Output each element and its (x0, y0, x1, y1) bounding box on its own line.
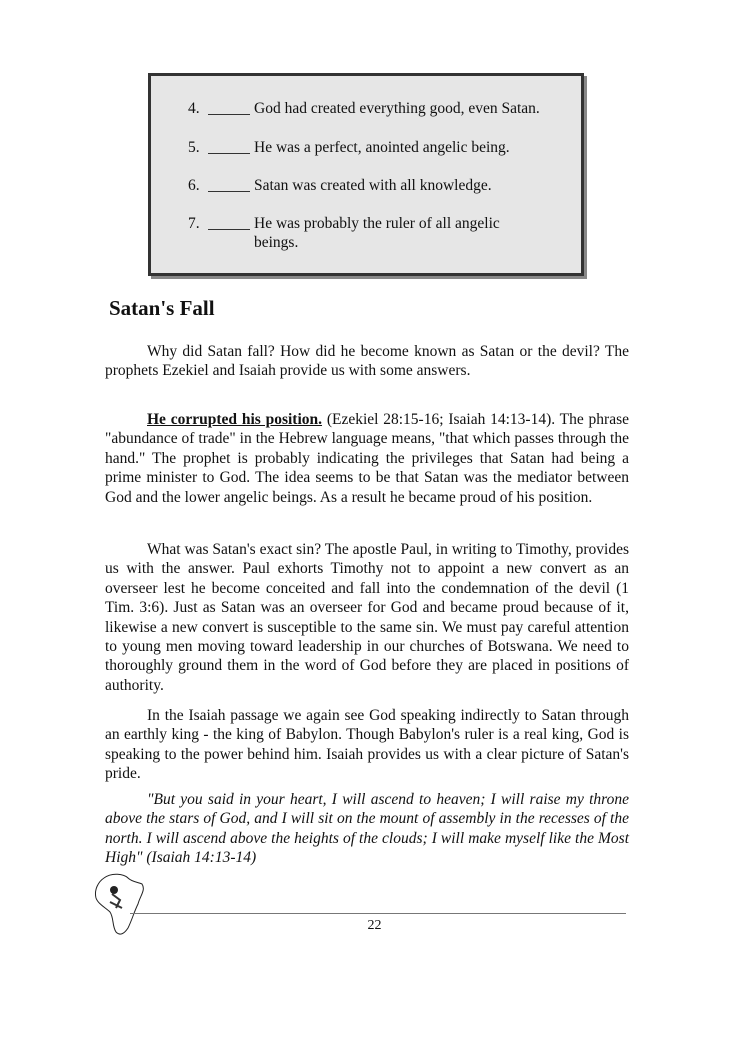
item-text: He was probably the ruler of all angelic beings. (254, 215, 500, 251)
item-text: He was a perfect, anointed angelic being. (254, 139, 510, 156)
footer-rule (130, 913, 626, 914)
item-number: 4. (188, 100, 200, 117)
paragraph: What was Satan's exact sin? The apostle Paul, in writing to Timothy, provides us with the answer. Paul exhorts Timothy not to appoint a new convert as an overseer lest he become conceited and fall into the condemnation of the devil (1 Tim. 3:6). Just as Satan was an overseer for God and became proud because of it, likewise a new convert is susceptible to the same sin. We must pay careful attention to young men moving toward leadership in our churches of Botswana. We need to thoroughly ground them in the word of God before they are placed in positions of authority. (105, 541, 629, 694)
answer-blank[interactable] (208, 214, 250, 230)
item-number: 5. (188, 139, 200, 156)
scripture-quote: "But you said in your heart, I will ascend to heaven; I will raise my throne above the stars of God, and I will sit on the mount of assembly in the recesses of the north. I will ascend above the heights of the clouds; I will make myself like the Most High" (Isaiah 14:13-14) (105, 791, 629, 867)
paragraph: Why did Satan fall? How did he become known as Satan or the devil? The prophets Ezekiel and Isaiah provide us with some answers. (105, 343, 629, 380)
page-number: 22 (367, 918, 382, 933)
paragraph: In the Isaiah passage we again see God speaking indirectly to Satan through an earthly king - the king of Babylon. Though Babylon's ruler is a real king, God is speaking to the power behind him. Isaiah provides us with a clear picture of Satan's pride. (105, 707, 629, 783)
answer-blank[interactable] (208, 176, 250, 192)
item-text: Satan was created with all knowledge. (254, 177, 492, 194)
answer-blank[interactable] (208, 99, 250, 115)
section-heading: Satan's Fall (109, 296, 215, 320)
paragraph-body: (Ezekiel 28:15-16; Isaiah 14:13-14). The phrase "abundance of trade" in the Hebrew language means, "that which passes through the hand." The prophet is probably indicating the privileges that Satan had being a prime minister to God. The idea seems to be that Satan was the mediator between God and the lower angelic beings. As a result he became proud of his position. (105, 411, 629, 506)
item-number: 7. (188, 215, 200, 232)
paragraph (105, 410, 629, 507)
item-text: God had created everything good, even Satan. (254, 100, 540, 117)
answer-blank[interactable] (208, 138, 250, 154)
exercise-box (148, 73, 584, 276)
paragraph-lead: He corrupted his position. (147, 411, 323, 428)
item-number: 6. (188, 177, 200, 194)
